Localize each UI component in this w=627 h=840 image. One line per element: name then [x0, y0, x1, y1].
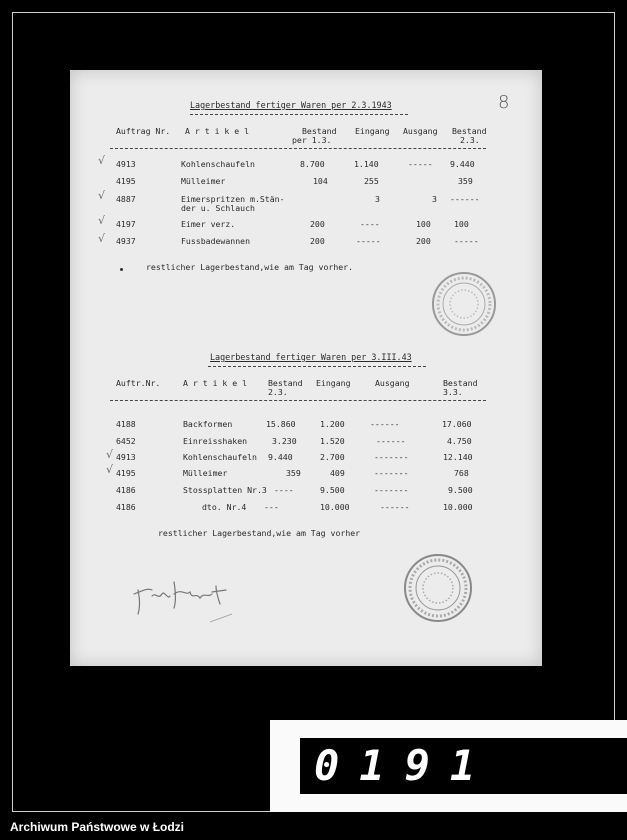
table2-row6-bestand: ---	[264, 502, 279, 512]
table1-row3-nr: 4887	[116, 194, 136, 204]
table1-row5-eingang: -----	[356, 236, 381, 246]
table1-row1-nr: 4913	[116, 159, 136, 169]
table2-row6-nr: 4186	[116, 502, 136, 512]
table1-row2-eingang: 255	[364, 176, 379, 186]
table2-header-auftrag: Auftr.Nr.	[116, 378, 161, 388]
table2-row4-end: 768	[454, 468, 469, 478]
table2-row1-end: 17.060	[442, 419, 472, 429]
table2-row2-bestand: 3.230	[272, 436, 297, 446]
archive-stamp	[428, 268, 500, 340]
table2-row5-eingang: 9.500	[320, 485, 345, 495]
table1-header-end-sub: 2.3.	[460, 135, 480, 145]
table2-row5-artikel: Stossplatten Nr.3	[183, 485, 267, 495]
table2-row2-artikel: Einreisshaken	[183, 436, 248, 446]
table2-row5-nr: 4186	[116, 485, 136, 495]
table1-row4-nr: 4197	[116, 219, 136, 229]
check-mark: √	[98, 214, 106, 227]
table1-header-end: Bestand	[452, 126, 487, 136]
frame-counter: 0191	[300, 738, 627, 794]
table2-header-artikel: A r t i k e l	[183, 378, 248, 388]
table2-header-end: Bestand	[443, 378, 478, 388]
table1-header-ausgang: Ausgang	[403, 126, 438, 136]
table1-row2-nr: 4195	[116, 176, 136, 186]
archive-stamp	[400, 550, 476, 626]
table2-header-bestand-sub: 2.3.	[268, 387, 288, 397]
table2-header-ausgang: Ausgang	[375, 378, 410, 388]
table1-row5-nr: 4937	[116, 236, 136, 246]
table2-row2-nr: 6452	[116, 436, 136, 446]
archive-name: Archiwum Państwowe w Łodzi	[10, 820, 185, 834]
table1-header-rule	[110, 148, 486, 149]
table1-row4-artikel: Eimer verz.	[181, 219, 236, 229]
table2-row3-nr: 4913	[116, 452, 136, 462]
check-mark: √	[106, 463, 114, 476]
table2-row5-bestand: ----	[274, 485, 294, 495]
table1-row1-bestand: 8.700	[300, 159, 325, 169]
table2-row6-eingang: 10.000	[320, 502, 350, 512]
table1-row3-artikel: Eimerspritzen m.Stän-	[181, 194, 285, 204]
check-mark: √	[98, 189, 106, 202]
table2-header-end-sub: 3.3.	[443, 387, 463, 397]
table2-header-bestand: Bestand	[268, 378, 303, 388]
table1-row5-artikel: Fussbadewannen	[181, 236, 251, 246]
handwritten-signature	[130, 570, 240, 625]
table1-header-bestand: Bestand	[302, 126, 337, 136]
table2-row3-end: 12.140	[443, 452, 473, 462]
table1-header-eingang: Eingang	[355, 126, 390, 136]
table1-row2-bestand: 104	[313, 176, 328, 186]
table1-row2-artikel: Mülleimer	[181, 176, 226, 186]
table2-note: restlicher Lagerbestand,wie am Tag vorher	[158, 528, 361, 538]
table1-header-auftrag: Auftrag Nr.	[116, 126, 171, 136]
table2-row1-artikel: Backformen	[183, 419, 233, 429]
table1-row3-end: ------	[450, 194, 480, 204]
table1-row4-ausgang: 100	[416, 219, 431, 229]
table2-row1-bestand: 15.860	[266, 419, 296, 429]
table2-row4-nr: 4195	[116, 468, 136, 478]
table2-row3-bestand: 9.440	[268, 452, 293, 462]
table2-row4-eingang: 409	[330, 468, 345, 478]
table1-title: Lagerbestand fertiger Waren per 2.3.1943	[190, 100, 392, 110]
document-page	[70, 70, 542, 666]
table1-note: restlicher Lagerbestand,wie am Tag vorher.	[146, 262, 354, 272]
table2-row2-ausgang: ------	[376, 436, 406, 446]
table2-row1-nr: 4188	[116, 419, 136, 429]
check-mark: √	[98, 154, 106, 167]
table2-row1-eingang: 1.200	[320, 419, 345, 429]
table2-row5-ausgang: -------	[374, 485, 409, 495]
table1-row1-artikel: Kohlenschaufeln	[181, 159, 255, 169]
table1-title-rule	[190, 114, 408, 115]
bullet-dot	[120, 268, 123, 271]
table2-row3-ausgang: -------	[374, 452, 409, 462]
table2-row4-bestand: 359	[286, 468, 301, 478]
table2-row2-eingang: 1.520	[320, 436, 345, 446]
table1-row3-ausgang: 3	[432, 194, 437, 204]
table2-row3-artikel: Kohlenschaufeln	[183, 452, 257, 462]
check-mark: √	[106, 448, 114, 461]
check-mark: √	[98, 232, 106, 245]
table2-row6-end: 10.000	[443, 502, 473, 512]
table1-row2-end: 359	[458, 176, 473, 186]
table2-header-eingang: Eingang	[316, 378, 351, 388]
table1-row5-ausgang: 200	[416, 236, 431, 246]
table1-row3-eingang: 3	[375, 194, 380, 204]
table1-row4-end: 100	[454, 219, 469, 229]
table2-row1-ausgang: ------	[370, 419, 400, 429]
footer-bar	[0, 812, 627, 840]
table2-row3-eingang: 2.700	[320, 452, 345, 462]
table2-row2-end: 4.750	[447, 436, 472, 446]
table1-row5-end: -----	[454, 236, 479, 246]
table2-title-rule	[208, 366, 426, 367]
table2-row6-ausgang: ------	[380, 502, 410, 512]
table1-row1-eingang: 1.140	[354, 159, 379, 169]
table2-title: Lagerbestand fertiger Waren per 3.III.43	[210, 352, 412, 362]
table2-row4-artikel: Mülleimer	[183, 468, 228, 478]
table1-row1-end: 9.440	[450, 159, 475, 169]
table1-row3-artikel-cont: der u. Schlauch	[181, 203, 255, 213]
table2-row4-ausgang: -------	[374, 468, 409, 478]
table1-row5-bestand: 200	[310, 236, 325, 246]
table1-header-artikel: A r t i k e l	[185, 126, 250, 136]
table2-row5-end: 9.500	[448, 485, 473, 495]
table1-row4-bestand: 200	[310, 219, 325, 229]
table1-row1-ausgang: -----	[408, 159, 433, 169]
page-number: 8	[498, 92, 510, 113]
table2-row6-artikel: dto. Nr.4	[202, 502, 247, 512]
table1-header-bestand-sub: per 1.3.	[292, 135, 332, 145]
table2-header-rule	[110, 400, 486, 401]
table1-row4-eingang: ----	[360, 219, 380, 229]
